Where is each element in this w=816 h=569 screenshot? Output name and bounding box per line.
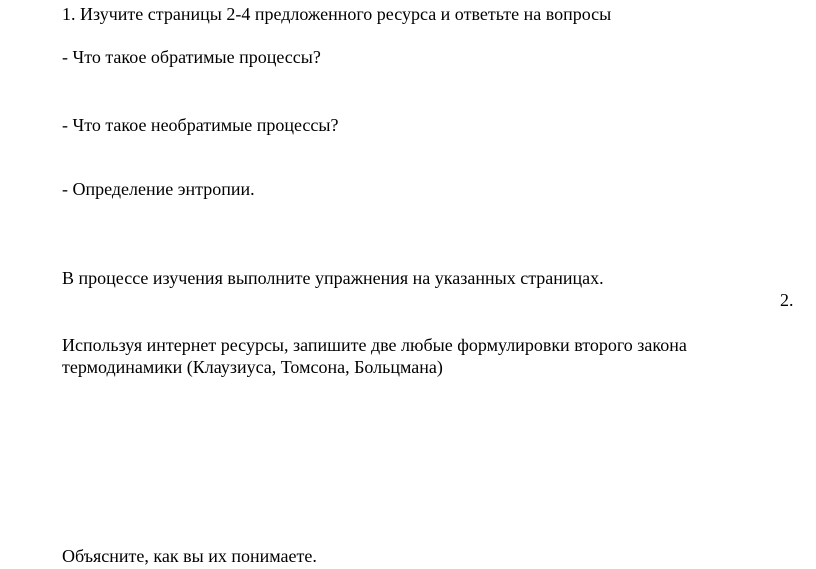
instruction-text: В процессе изучения выполните упражнения на указанных страницах. [62, 268, 604, 288]
question-irreversible: - Что такое необратимые процессы? [62, 115, 339, 135]
task2-text-line1: Используя интернет ресурсы, запишите две любые формулировки второго закона [62, 335, 687, 355]
task1-heading: 1. Изучите страницы 2-4 предложенного ресурса и ответьте на вопросы [62, 4, 612, 24]
task2-text-line2: термодинамики (Клаузиуса, Томсона, Больцмана) [62, 357, 443, 377]
task2-number: 2. [780, 290, 794, 310]
closing-text: Объясните, как вы их понимаете. [62, 546, 317, 566]
question-entropy: - Определение энтропии. [62, 179, 255, 199]
question-reversible: - Что такое обратимые процессы? [62, 47, 321, 67]
